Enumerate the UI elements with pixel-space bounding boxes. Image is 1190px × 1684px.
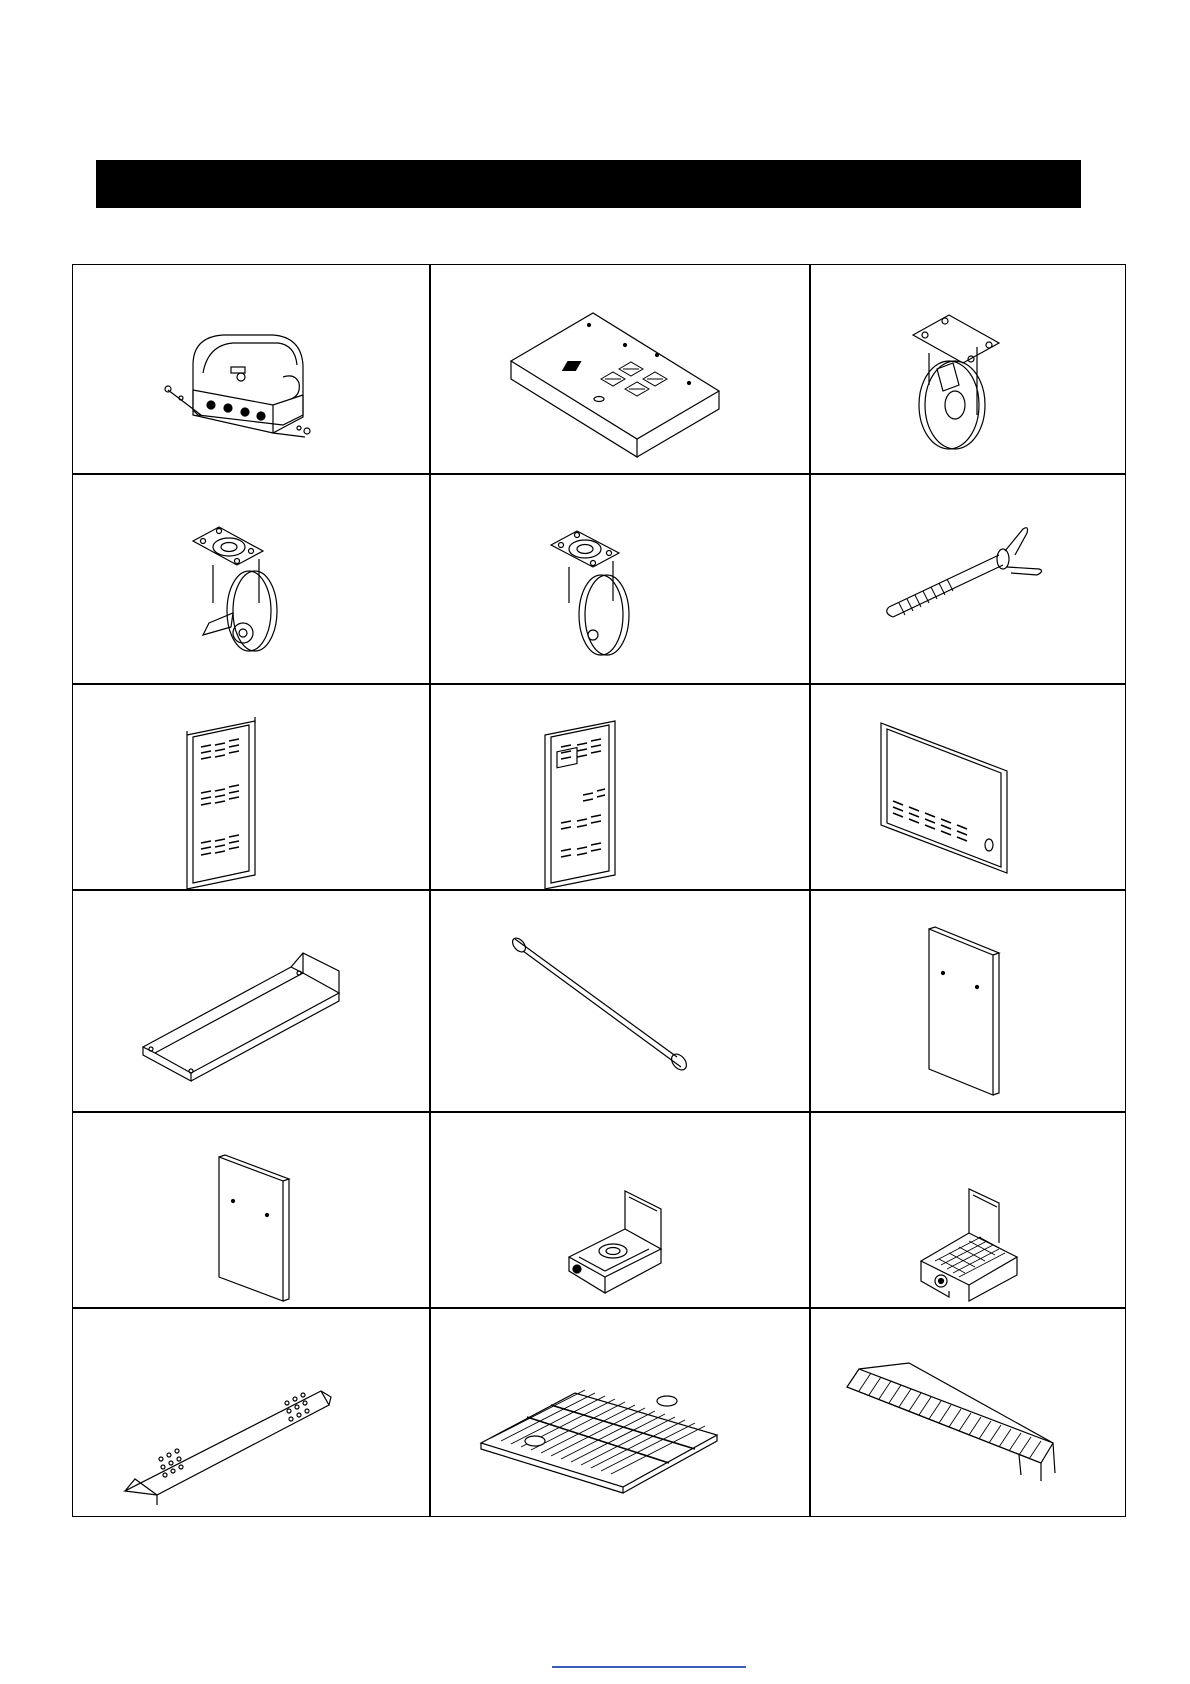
side-burner-drawing — [429, 1111, 809, 1307]
footer-link-underline[interactable] — [552, 1666, 746, 1668]
part-cell-locking-caster — [73, 473, 429, 683]
control-panel-cover-drawing — [73, 1307, 429, 1518]
back-panel-drawing — [809, 683, 1127, 889]
part-cell-crossbar-frame — [73, 889, 429, 1111]
fixed-caster-drawing — [809, 265, 1127, 473]
support-tube-drawing — [429, 889, 809, 1111]
right-door-drawing — [73, 1111, 429, 1307]
part-cell-right-side-panel — [429, 683, 809, 889]
part-cell-back-panel — [809, 683, 1127, 889]
part-cell-side-burner — [429, 1111, 809, 1307]
left-side-panel-drawing — [73, 683, 429, 889]
part-cell-bottom-panel — [429, 265, 809, 473]
part-cell-cooking-grates — [429, 1307, 809, 1518]
part-cell-control-panel-cover — [73, 1307, 429, 1518]
part-cell-fixed-caster — [809, 265, 1127, 473]
part-cell-wing-bolt — [809, 473, 1127, 683]
swivel-caster-drawing — [429, 473, 809, 683]
part-cell-left-door — [809, 889, 1127, 1111]
crossbar-frame-drawing — [73, 889, 429, 1111]
locking-caster-drawing — [73, 473, 429, 683]
parts-table — [72, 264, 1126, 1517]
part-cell-support-tube — [429, 889, 809, 1111]
part-cell-grill-head — [73, 265, 429, 473]
part-cell-left-side-panel — [73, 683, 429, 889]
left-door-drawing — [809, 889, 1127, 1111]
side-searing-burner-drawing — [809, 1111, 1127, 1307]
warming-rack-drawing — [809, 1307, 1127, 1518]
cooking-grates-drawing — [429, 1307, 809, 1518]
part-cell-warming-rack — [809, 1307, 1127, 1518]
wing-bolt-drawing — [809, 473, 1127, 683]
grill-head-drawing — [73, 265, 429, 473]
section-title-bar — [96, 160, 1081, 208]
part-cell-swivel-caster — [429, 473, 809, 683]
bottom-panel-drawing — [429, 265, 809, 473]
part-cell-side-searing-burner — [809, 1111, 1127, 1307]
right-side-panel-drawing — [429, 683, 809, 889]
part-cell-right-door — [73, 1111, 429, 1307]
